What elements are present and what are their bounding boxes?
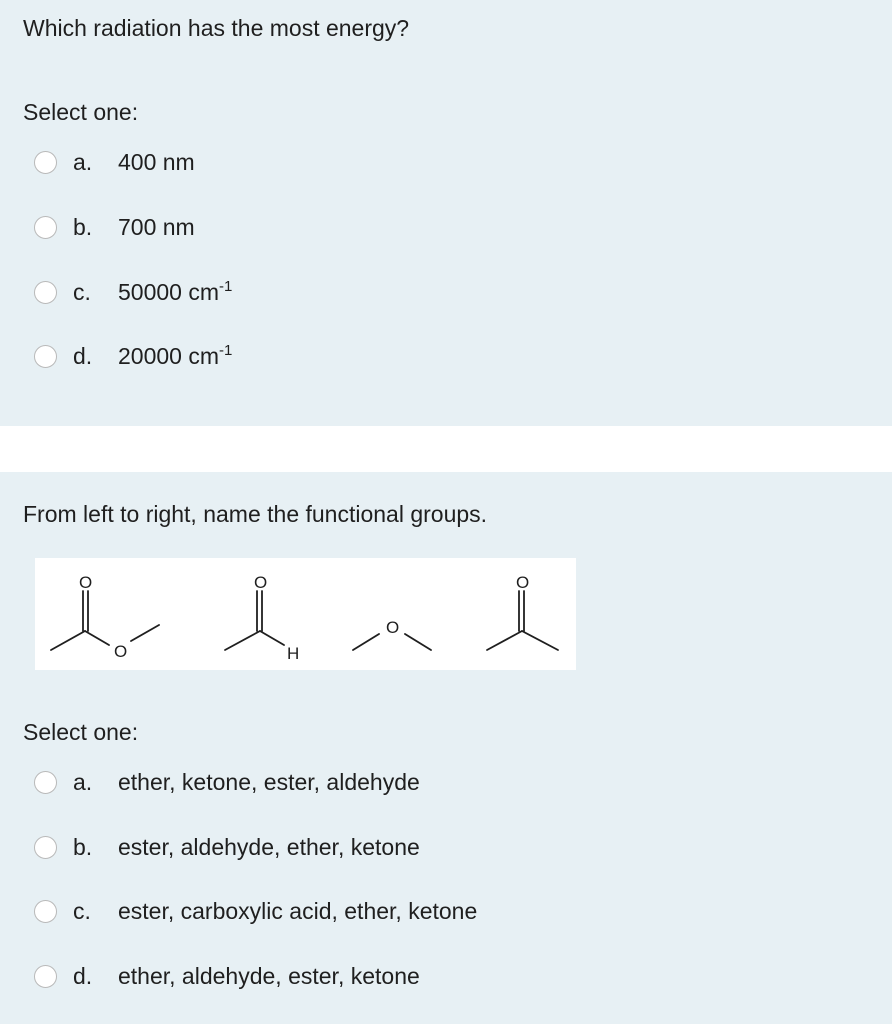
question-1-select-one-label: Select one: bbox=[23, 99, 139, 125]
question-1-card bbox=[0, 0, 892, 426]
option-text: 700 nm bbox=[118, 213, 195, 240]
question-2-option-d[interactable] bbox=[34, 961, 420, 991]
card-separator bbox=[0, 426, 892, 472]
option-letter: b. bbox=[73, 833, 93, 860]
option-letter: a. bbox=[73, 148, 93, 175]
superscript-exponent: -1 bbox=[219, 277, 233, 295]
question-2-option-c[interactable] bbox=[34, 896, 477, 926]
superscript-exponent: -1 bbox=[219, 341, 233, 359]
aldehyde-hydrogen-label: H bbox=[287, 644, 300, 663]
ether-methyl-bond-2 bbox=[405, 634, 431, 650]
question-1-option-c[interactable] bbox=[34, 277, 232, 307]
radio-button[interactable] bbox=[34, 900, 57, 923]
ether-oxygen-label: O bbox=[386, 618, 400, 637]
question-2-text: From left to right, name the functional groups. bbox=[23, 501, 488, 527]
question-1-text: Which radiation has the most energy? bbox=[23, 15, 410, 41]
option-text: 20000 $cm^{-1}$ bbox=[118, 341, 233, 369]
option-text: ester, carboxylic acid, ether, ketone bbox=[118, 897, 478, 924]
radio-button[interactable] bbox=[34, 965, 57, 988]
ester-carbonyl-oxygen-label: O bbox=[79, 573, 93, 592]
question-1-option-d[interactable] bbox=[34, 341, 232, 371]
ketone-methyl-bond-1 bbox=[487, 631, 522, 650]
functional-group-structures-image bbox=[35, 558, 576, 670]
radio-button[interactable] bbox=[34, 281, 57, 304]
aldehyde-oxygen-label: O bbox=[254, 573, 268, 592]
option-letter: c. bbox=[73, 278, 91, 305]
radio-button[interactable] bbox=[34, 771, 57, 794]
option-text: 400 nm bbox=[118, 148, 195, 175]
question-1-option-a[interactable] bbox=[34, 147, 195, 177]
ester-methyl-bond bbox=[51, 631, 85, 650]
question-2-option-a[interactable] bbox=[34, 767, 420, 797]
ether-methyl-bond-1 bbox=[353, 634, 379, 650]
question-2-select-one-label: Select one: bbox=[23, 719, 139, 745]
aldehyde-methyl-bond bbox=[225, 631, 260, 650]
structures-svg bbox=[35, 558, 576, 670]
option-text: ester, aldehyde, ether, ketone bbox=[118, 833, 420, 860]
option-text: ether, ketone, ester, aldehyde bbox=[118, 768, 420, 795]
question-2-option-b[interactable] bbox=[34, 832, 420, 862]
ester-o-methyl-bond bbox=[131, 625, 159, 641]
option-letter: c. bbox=[73, 897, 91, 924]
option-text: 50000 $cm^{-1}$ bbox=[118, 277, 233, 305]
question-2-card bbox=[0, 472, 892, 1024]
option-letter: d. bbox=[73, 962, 93, 989]
aldehyde-c-h-bond bbox=[260, 631, 284, 645]
option-letter: d. bbox=[73, 342, 93, 369]
radio-button[interactable] bbox=[34, 345, 57, 368]
ester-oxygen-label: O bbox=[114, 642, 128, 661]
option-letter: a. bbox=[73, 768, 93, 795]
ketone-methyl-bond-2 bbox=[522, 631, 558, 650]
radio-button[interactable] bbox=[34, 151, 57, 174]
ester-c-o-bond bbox=[85, 631, 109, 645]
option-letter: b. bbox=[73, 213, 93, 240]
ketone-oxygen-label: O bbox=[516, 573, 530, 592]
option-text: ether, aldehyde, ester, ketone bbox=[118, 962, 420, 989]
radio-button[interactable] bbox=[34, 216, 57, 239]
question-1-option-b[interactable] bbox=[34, 212, 195, 242]
radio-button[interactable] bbox=[34, 836, 57, 859]
